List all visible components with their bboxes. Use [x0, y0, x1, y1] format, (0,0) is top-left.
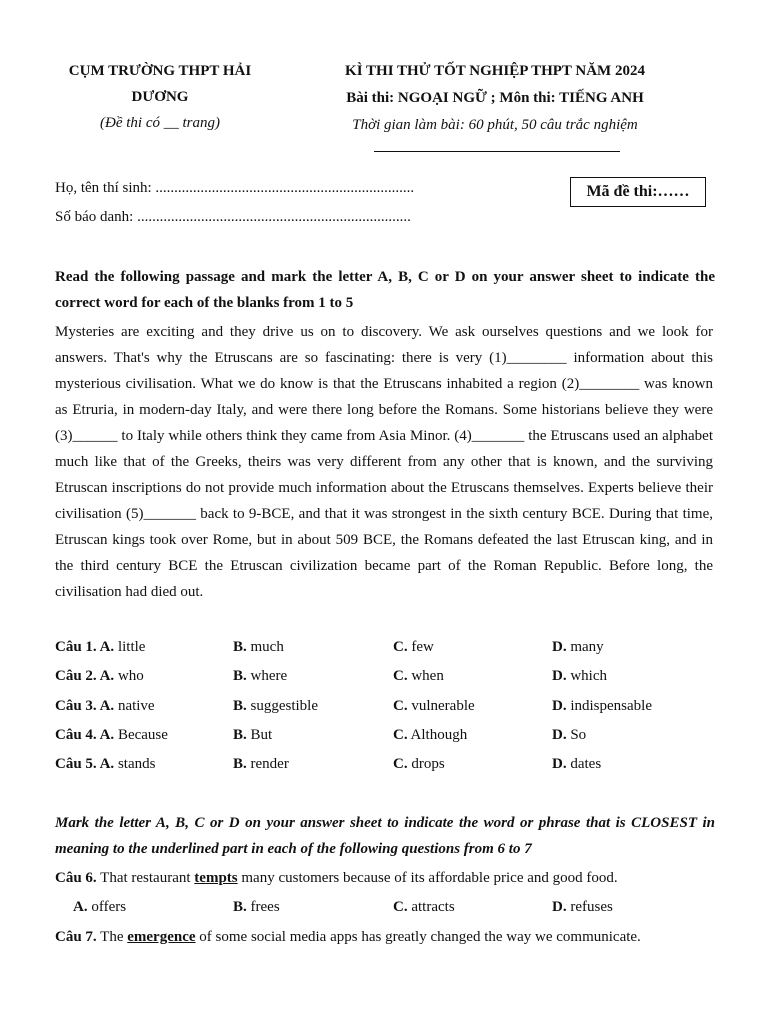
subject-line: Bài thi: NGOẠI NGỮ ; Môn thi: TIẾNG ANH [346, 90, 644, 106]
option-c-label: C. [393, 698, 408, 714]
option-d-label: D. [552, 727, 567, 743]
question-label: Câu 1. A. [55, 639, 115, 655]
exam-code-box: Mã đề thi:…… [570, 177, 706, 207]
question-label: Câu 2. A. [55, 668, 115, 684]
option-d-label: D. [552, 668, 567, 684]
option-d-label: D. [552, 756, 567, 772]
question-label: Câu 5. A. [55, 756, 115, 772]
header-divider [374, 151, 620, 152]
option-c-label: C. [393, 756, 408, 772]
option-a: stands [117, 756, 156, 772]
school-header [40, 58, 280, 136]
question-7-underlined-word: emergence [127, 929, 196, 945]
question-label: Câu 4. A. [55, 727, 115, 743]
option-c-label: C. [393, 668, 408, 684]
option-b: where [250, 668, 288, 684]
option-c: when [411, 668, 444, 684]
option-b-label: B. [233, 727, 247, 743]
option-b: But [250, 727, 273, 743]
exam-header [315, 58, 675, 139]
question-row [55, 634, 715, 660]
option-a-label: A. [73, 899, 88, 915]
question-7-text-after: of some social media apps has greatly changed the way we communicate. [195, 929, 641, 945]
question-6-options [55, 894, 715, 920]
question-6-label: Câu 6. [55, 870, 97, 886]
option-b-label: B. [233, 668, 247, 684]
option-d: dates [570, 756, 602, 772]
option-a: little [117, 639, 146, 655]
pages-note: (Đề thi có __ trang) [100, 115, 220, 131]
school-name-line2: DƯƠNG [131, 89, 189, 105]
option-b: render [250, 756, 289, 772]
option-a: offers [91, 899, 127, 915]
option-d-label: D. [552, 639, 567, 655]
option-c: drops [411, 756, 445, 772]
option-b-label: B. [233, 639, 247, 655]
option-d-label: D. [552, 698, 567, 714]
option-b: frees [250, 899, 280, 915]
section2-instruction: Mark the letter A, B, C or D on your answer sheet to indicate the word or phrase that is CLOSEST in meaning to the underlined part in each of the following questions from 6 to 7 [55, 815, 715, 857]
question-7-text-before: The [96, 929, 128, 945]
option-b: much [250, 639, 284, 655]
question-row [55, 751, 715, 777]
option-b-label: B. [233, 698, 247, 714]
question-row [55, 663, 715, 689]
option-b-label: B. [233, 756, 247, 772]
question-7 [55, 924, 715, 950]
option-d: which [570, 668, 608, 684]
option-a: native [117, 698, 155, 714]
question-6 [55, 865, 715, 891]
candidate-name-line: Họ, tên thí sinh: ..................................................................... [55, 180, 415, 196]
option-c-label: C. [393, 639, 408, 655]
option-c: Although [410, 727, 468, 743]
option-b-label: B. [233, 899, 247, 915]
option-c-label: C. [393, 727, 408, 743]
question-row [55, 693, 715, 719]
section1-instruction: Read the following passage and mark the letter A, B, C or D on your answer sheet to indicate the correct word for each of the blanks from 1 to 5 [55, 269, 715, 311]
time-line: Thời gian làm bài: 60 phút, 50 câu trắc nghiệm [352, 117, 638, 133]
option-a: Because [117, 727, 168, 743]
exam-title: KÌ THI THỬ TỐT NGHIỆP THPT NĂM 2024 [345, 63, 645, 79]
option-c: few [411, 639, 434, 655]
option-d: indispensable [570, 698, 652, 714]
candidate-id-line: Số báo danh: ......................................................................... [55, 209, 411, 225]
question-label: Câu 3. A. [55, 698, 115, 714]
option-d-label: D. [552, 899, 567, 915]
reading-passage: Mysteries are exciting and they drive us on to discovery. We ask ourselves questions and we look for answers. That's why the Etruscans are so fascinating: there is very (1)________ information about this mysterious civilisation. What we do know is that the Etruscans inhabited a region (2)________ was known as Etruria, in modern-day Italy, and were there long before the Romans. Some historians believe they were (3)______ to Italy while others think they came from Asia Minor. (4)_______ the Etruscans used an alphabet much like that of the Greeks, theirs was very different from any other that is known, and the surviving Etruscan inscriptions do not provide much information about the Etruscans themselves. Experts believe their civilisation (5)_______ back to 9-BCE, and that it was strongest in the sixth century BCE. During that time, Etruscan kings took over Rome, but in about 509 BCE, the Romans defeated the last Etruscan king, and in the third century BCE the Etruscan civilization became part of the Roman Republic. Before long, the civilisation had died out. [55, 324, 713, 600]
option-c: attracts [411, 899, 455, 915]
option-d: refuses [570, 899, 613, 915]
question-7-label: Câu 7. [55, 929, 97, 945]
question-6-text-after: many customers because of its affordable price and good food. [237, 870, 618, 886]
option-d: many [570, 639, 604, 655]
option-b: suggestible [250, 698, 319, 714]
question-6-underlined-word: tempts [194, 870, 238, 886]
question-6-text-before: That restaurant [96, 870, 195, 886]
option-a: who [117, 668, 144, 684]
option-c: vulnerable [411, 698, 475, 714]
option-c-label: C. [393, 899, 408, 915]
question-row [55, 722, 715, 748]
school-name-line1: CỤM TRƯỜNG THPT HẢI [68, 63, 252, 79]
option-d: So [570, 727, 587, 743]
